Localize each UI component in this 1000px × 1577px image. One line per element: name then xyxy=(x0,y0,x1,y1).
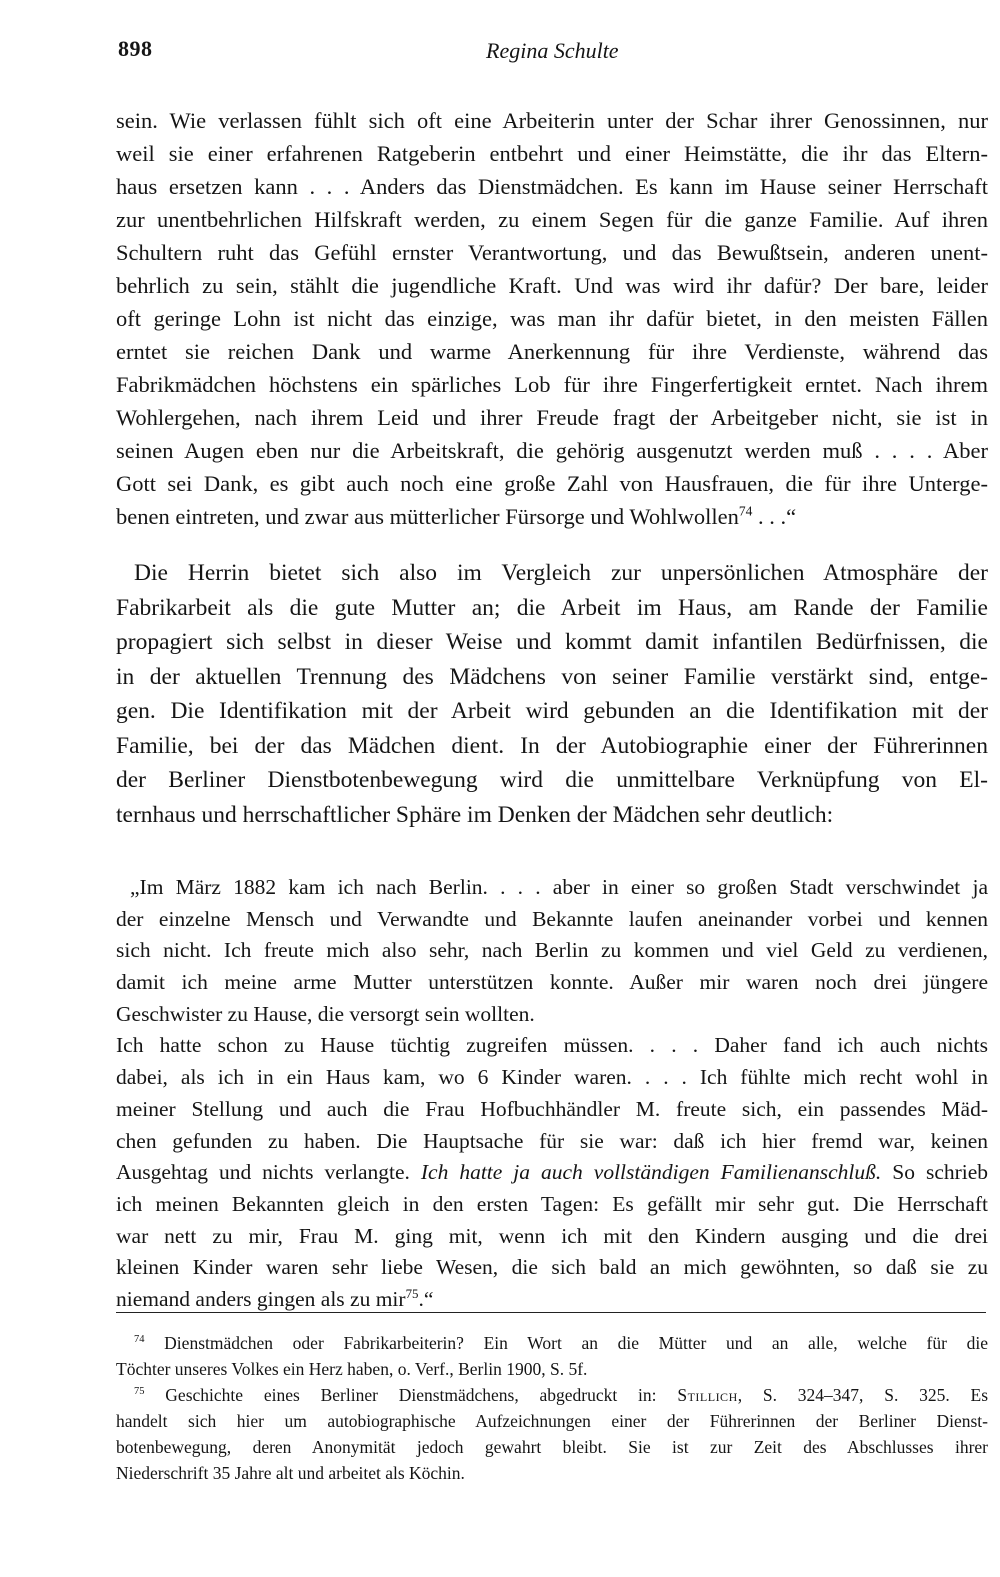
body-paragraph xyxy=(116,556,988,832)
text-line: Familie, bei der das Mädchen dient. In der Autobiographie einer der Führerinnen xyxy=(116,732,988,759)
text-line: damit ich meine arme Mutter unterstützen konnte. Außer mir waren noch drei jüngere xyxy=(116,970,988,995)
text-line: seinen Augen eben nur die Arbeitskraft, die gehörig ausgenutzt werden muß . . . . Aber xyxy=(116,438,988,463)
footnote-ref-74[interactable]: 74 xyxy=(738,503,753,519)
footnote-marker: 75 xyxy=(134,1386,145,1398)
text-line: oft geringe Lohn ist nicht das einzige, was man ihr dafür bietet, in den meisten Fällen xyxy=(116,306,988,331)
text-line: erntet sie reichen Dank und warme Anerkennung für ihre Verdienste, während das xyxy=(116,339,988,364)
text-line: weil sie einer erfahrenen Ratgeberin entbehrt und einer Heimstätte, die ihr das Eltern- xyxy=(116,141,988,166)
footnote-74-line xyxy=(116,1330,988,1356)
running-head: Regina Schulte xyxy=(486,38,619,63)
text-line: in der aktuellen Trennung des Mädchens von seiner Familie verstärkt sind, entge- xyxy=(116,663,988,690)
text-line: sich nicht. Ich freute mich also sehr, nach Berlin zu kommen und viel Geld zu verdienen, xyxy=(116,938,988,963)
text-line: der Berliner Dienstbotenbewegung wird die unmittelbare Verknüpfung von El- xyxy=(116,767,988,793)
footnote-text: Dienstmädchen oder Fabrikarbeiterin? Ein Wort an die Mütter und an alle, welche für die xyxy=(164,1333,989,1353)
text-line: dabei, als ich in ein Haus kam, wo 6 Kinder waren. . . . Ich fühlte mich recht wohl in xyxy=(116,1065,988,1090)
text-line: propagiert sich selbst in dieser Weise und kommt damit infantilen Bedürfnissen, die xyxy=(116,629,988,655)
text-line: Die Herrin bietet sich also im Vergleich zur unpersönlichen Atmosphäre der xyxy=(134,560,988,586)
footnotes xyxy=(116,1330,988,1486)
text-line: behrlich zu sein, stählt die jugendliche Kraft. Und was wird ihr dafür? Der bare, leider xyxy=(116,273,988,298)
text-line: der einzelne Mensch und Verwandte und Bekannte laufen aneinander vorbei und kennen xyxy=(116,906,988,931)
text-line: kleinen Kinder waren sehr liebe Wesen, die sich bald an mich gewöhnten, so daß sie zu xyxy=(116,1255,988,1280)
text-line: chen gefunden zu haben. Die Hauptsache für sie war: daß ich hier fremd war, keinen xyxy=(116,1128,988,1153)
text-line: Fabrikarbeit als die gute Mutter an; die Arbeit im Haus, am Rande der Familie xyxy=(116,594,988,621)
text-line: sein. Wie verlassen fühlt sich oft eine Arbeiterin unter der Schar ihrer Genossinnen, nur xyxy=(116,108,988,133)
italic-emphasis: Ich hatte ja auch vollständigen Familienanschluß. xyxy=(420,1160,882,1185)
page-number: 898 xyxy=(118,36,153,61)
text-run: Ausgehtag und nichts verlangte. xyxy=(116,1160,410,1185)
footnote-author: Stillich xyxy=(677,1385,738,1405)
footnote-text: , S. 324–347, S. 325. Es xyxy=(737,1385,989,1405)
text-line: Wohlergehen, nach ihrem Leid und ihrer Freude fragt der Arbeitgeber nicht, sie ist in xyxy=(116,405,988,430)
footnote-separator xyxy=(116,1312,986,1313)
block-quote-continued xyxy=(116,104,988,533)
footnote-75-line: Niederschrift 35 Jahre alt und arbeitet als Köchin. xyxy=(116,1463,465,1483)
text-line: Ich hatte schon zu Hause tüchtig zugreifen müssen. . . . Daher fand ich auch nichts xyxy=(116,1033,988,1058)
text-line: ternhaus und herrschaftlicher Sphäre im Denken der Mädchen sehr deutlich: xyxy=(116,801,834,828)
text-line: war nett zu mir, Frau M. ging mit, wenn ich mit den Kindern ausging und die drei xyxy=(116,1223,988,1248)
text-run: .“ xyxy=(418,1286,434,1311)
text-line xyxy=(116,1157,988,1189)
text-line: zur unentbehrlichen Hilfskraft werden, zu einem Segen für die ganze Familie. Auf ihren xyxy=(116,207,988,232)
text-line: Fabrikmädchen höchstens ein spärliches Lob für ihre Fingerfertigkeit erntet. Nach ihrem xyxy=(116,372,988,397)
text-line: haus ersetzen kann . . . Anders das Dienstmädchen. Es kann im Hause seiner Herrschaft xyxy=(116,174,988,199)
footnote-text: Geschichte eines Berliner Dienstmädchens, abgedruckt in: xyxy=(165,1385,657,1405)
footnote-ref-75[interactable]: 75 xyxy=(405,1286,419,1301)
text-line xyxy=(116,1284,988,1316)
text-line: Geschwister zu Hause, die versorgt sein wollten. xyxy=(116,1001,535,1026)
text-line: Gott sei Dank, es gibt auch noch eine große Zahl von Hausfrauen, die für ihre Unterge- xyxy=(116,471,988,496)
text-run: . . .“ xyxy=(752,504,797,529)
text-run: So schrieb xyxy=(892,1160,989,1185)
footnote-marker: 74 xyxy=(134,1334,145,1346)
text-line: gen. Die Identifikation mit der Arbeit wird gebunden an die Identifikation mit der xyxy=(116,698,988,724)
text-line: meiner Stellung und auch die Frau Hofbuchhändler M. freute sich, ein passendes Mäd- xyxy=(116,1096,988,1121)
footnote-74-line: Töchter unseres Volkes ein Herz haben, o. Verf., Berlin 1900, S. 5f. xyxy=(116,1359,588,1379)
footnote-75-line: botenbewegung, deren Anonymität jedoch gewahrt bleibt. Sie ist zur Zeit des Abschlusses ihrer xyxy=(116,1437,988,1457)
text-line: ich meinen Bekannten gleich in den ersten Tagen: Es gefällt mir sehr gut. Die Herrschaft xyxy=(116,1191,988,1216)
text-line: „Im März 1882 kam ich nach Berlin. . . . aber in einer so großen Stadt verschwindet ja xyxy=(130,875,988,899)
text-line: Schultern ruht das Gefühl ernster Verantwortung, und das Bewußtsein, anderen unent- xyxy=(116,240,988,265)
footnote-75-line: handelt sich hier um autobiographische Aufzeichnungen einer der Führerinnen der Berliner Dienst- xyxy=(116,1411,988,1431)
footnote-75-line xyxy=(116,1382,988,1408)
block-quote xyxy=(116,872,988,1316)
text-line xyxy=(116,500,988,533)
text-run: benen eintreten, und zwar aus mütterlicher Fürsorge und Wohlwollen xyxy=(116,504,739,529)
text-run: niemand anders gingen als zu mir xyxy=(116,1286,406,1311)
